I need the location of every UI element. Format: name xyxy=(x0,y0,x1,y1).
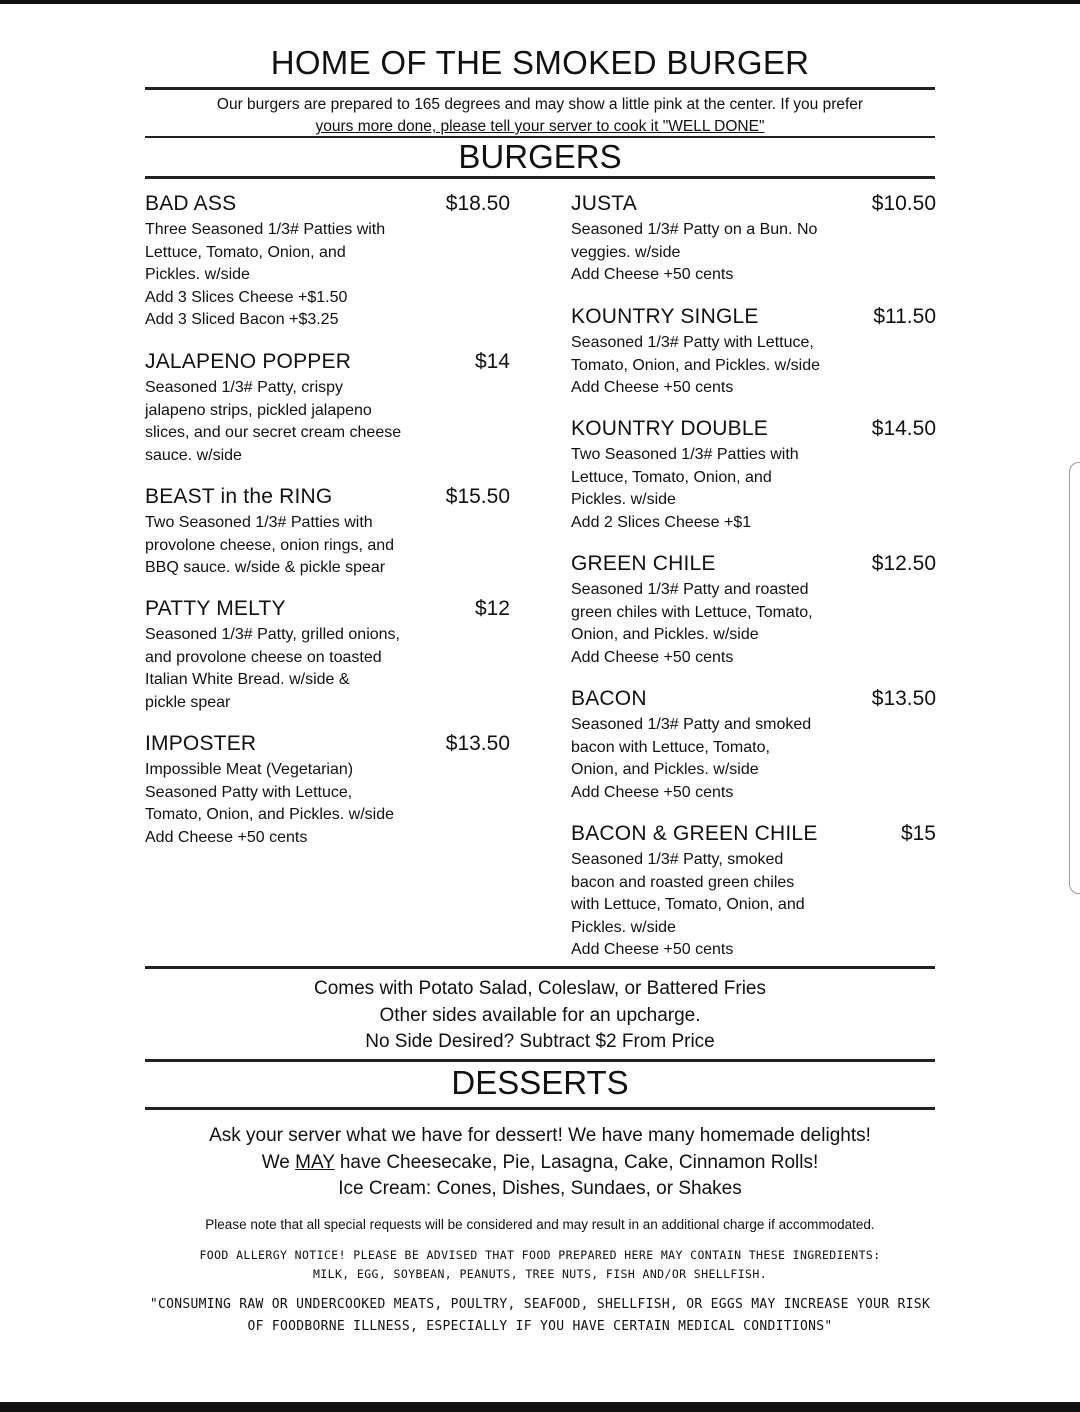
menu-item xyxy=(571,552,936,669)
cooking-notice-line: yours more done, please tell your server to cook it "WELL DONE" xyxy=(315,118,765,135)
divider xyxy=(145,1107,935,1110)
item-name: BACON xyxy=(571,687,647,710)
sides-line: Comes with Potato Salad, Coleslaw, or Battered Fries xyxy=(314,978,766,999)
divider xyxy=(145,176,935,179)
item-name: JUSTA xyxy=(571,192,637,215)
warning-line: OF FOODBORNE ILLNESS, ESPECIALLY IF YOU HAVE CERTAIN MEDICAL CONDITIONS" xyxy=(247,1319,833,1334)
item-description: Three Seasoned 1/3# Patties with Lettuce, Tomato, Onion, and Pickles. w/side Add 3 Slices Cheese +$1.50 Add 3 Sliced Bacon +$3.25 xyxy=(145,221,386,329)
menu-item xyxy=(571,305,936,400)
desserts-line: Ask your server what we have for dessert! We have many homemade delights! xyxy=(209,1125,871,1146)
item-price: $13.50 xyxy=(445,732,510,755)
menu-item xyxy=(145,192,510,332)
item-price: $15 xyxy=(900,822,936,845)
desserts-heading: DESSERTS xyxy=(451,1064,629,1101)
item-price: $13.50 xyxy=(871,687,936,710)
item-name: BAD ASS xyxy=(145,192,237,215)
item-description: Seasoned 1/3# Patty, grilled onions, and provolone cheese on toasted Italian White Bread. w/side & pickle spear xyxy=(145,626,400,711)
burgers-heading: BURGERS xyxy=(458,138,622,175)
page-title: HOME OF THE SMOKED BURGER xyxy=(270,44,810,81)
item-price: $14.50 xyxy=(871,417,936,440)
desserts-text: have Cheesecake, Pie, Lasagna, Cake, Cinnamon Rolls! xyxy=(334,1151,819,1173)
menu-item xyxy=(571,417,936,534)
desserts-text: We xyxy=(261,1151,296,1173)
item-description: Two Seasoned 1/3# Patties with Lettuce, Tomato, Onion, and Pickles. w/side Add 2 Slices Cheese +$1 xyxy=(571,446,799,531)
item-price: $12.50 xyxy=(871,552,936,575)
item-name: BACON & GREEN CHILE xyxy=(571,822,818,845)
divider xyxy=(145,966,935,969)
item-name: GREEN CHILE xyxy=(571,552,716,575)
menu-item xyxy=(571,192,936,287)
bottom-border xyxy=(0,1402,1080,1412)
item-description: Seasoned 1/3# Patty and smoked bacon with Lettuce, Tomato, Onion, and Pickles. w/side Add Cheese +50 cents xyxy=(571,716,812,801)
warning-line: "CONSUMING RAW OR UNDERCOOKED MEATS, POULTRY, SEAFOOD, SHELLFISH, OR EGGS MAY INCREASE YOUR RISK xyxy=(149,1297,931,1312)
item-price: $11.50 xyxy=(873,305,936,328)
desserts-info xyxy=(0,1123,1080,1203)
item-description: Seasoned 1/3# Patty, smoked bacon and roasted green chiles with Lettuce, Tomato, Onion, and Pickles. w/side Add Cheese +50 cents xyxy=(571,851,805,959)
sides-info xyxy=(0,976,1080,1056)
allergy-notice xyxy=(0,1246,1080,1284)
special-requests-note: Please note that all special requests will be considered and may result in an additional charge if accommodated. xyxy=(205,1217,875,1232)
divider xyxy=(145,1059,935,1062)
cooking-notice xyxy=(140,94,940,138)
desserts-line: Ice Cream: Cones, Dishes, Sundaes, or Shakes xyxy=(338,1178,742,1199)
item-description: Impossible Meat (Vegetarian) Seasoned Patty with Lettuce, Tomato, Onion, and Pickles. w/side Add Cheese +50 cents xyxy=(145,761,395,846)
item-name: IMPOSTER xyxy=(145,732,257,755)
item-price: $18.50 xyxy=(445,192,510,215)
consumption-warning xyxy=(0,1294,1080,1338)
item-name: KOUNTRY DOUBLE xyxy=(571,417,768,440)
item-description: Seasoned 1/3# Patty and roasted green chiles with Lettuce, Tomato, Onion, and Pickles. w/side Add Cheese +50 cents xyxy=(571,581,813,666)
sides-line: Other sides available for an upcharge. xyxy=(379,1004,701,1026)
desserts-line xyxy=(0,1150,1080,1177)
item-name: JALAPENO POPPER xyxy=(145,350,352,373)
item-name: PATTY MELTY xyxy=(145,597,286,620)
scroll-handle[interactable] xyxy=(1069,462,1080,894)
item-description: Seasoned 1/3# Patty, crispy jalapeno strips, pickled jalapeno slices, and our secret cream cheese sauce. w/side xyxy=(145,379,402,464)
menu-item xyxy=(145,350,510,467)
item-price: $10.50 xyxy=(871,192,936,215)
menu-item xyxy=(145,732,510,849)
menu-item xyxy=(571,687,936,804)
divider xyxy=(145,87,935,90)
allergy-line: FOOD ALLERGY NOTICE! PLEASE BE ADVISED THAT FOOD PREPARED HERE MAY CONTAIN THESE INGREDIENTS: xyxy=(199,1248,881,1262)
desserts-emphasis: MAY xyxy=(295,1151,335,1173)
item-name: KOUNTRY SINGLE xyxy=(571,305,759,328)
menu-item xyxy=(145,485,510,580)
item-price: $14 xyxy=(474,350,510,373)
allergy-line: MILK, EGG, SOYBEAN, PEANUTS, TREE NUTS, FISH AND/OR SHELLFISH. xyxy=(312,1267,768,1281)
cooking-notice-line: Our burgers are prepared to 165 degrees and may show a little pink at the center. If you prefer xyxy=(216,96,864,113)
top-border xyxy=(0,0,1080,4)
item-description: Two Seasoned 1/3# Patties with provolone cheese, onion rings, and BBQ sauce. w/side & pickle spear xyxy=(145,514,395,577)
menu-item xyxy=(145,597,510,714)
item-price: $15.50 xyxy=(445,485,510,508)
menu-item xyxy=(571,822,936,962)
item-description: Seasoned 1/3# Patty with Lettuce, Tomato, Onion, and Pickles. w/side Add Cheese +50 cents xyxy=(571,334,821,397)
sides-line: No Side Desired? Subtract $2 From Price xyxy=(365,1031,715,1052)
item-description: Seasoned 1/3# Patty on a Bun. No veggies. w/side Add Cheese +50 cents xyxy=(571,221,818,284)
item-name: BEAST in the RING xyxy=(145,485,333,508)
item-price: $12 xyxy=(474,597,510,620)
